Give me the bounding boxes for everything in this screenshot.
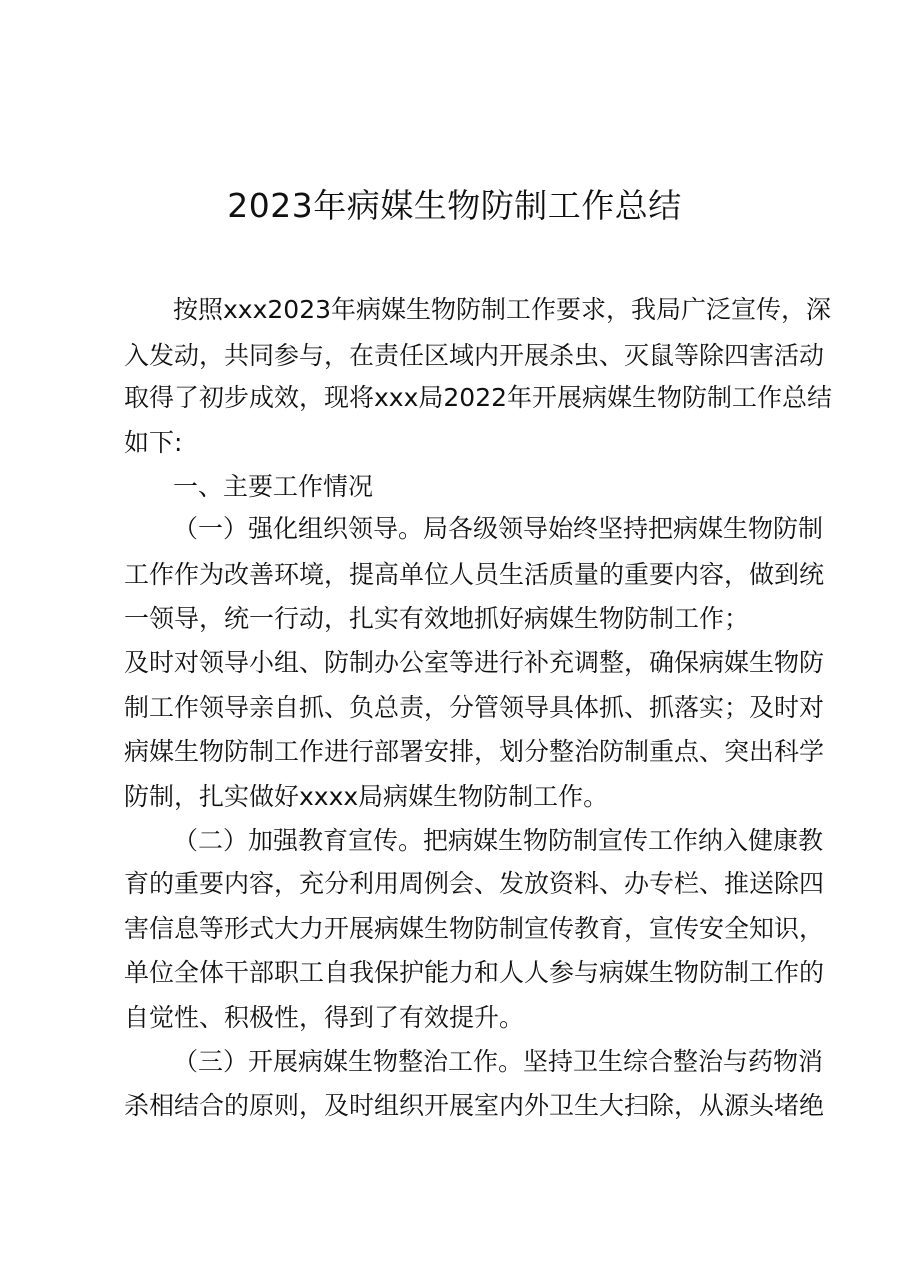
body-line: 工作作为改善环境，提高单位人员生活质量的重要内容，做到统 (124, 560, 825, 589)
body-line: （一）强化组织领导。局各级领导始终坚持把病媒生物防制 (173, 514, 824, 543)
document-title: 2023年病媒生物防制工作总结 (227, 186, 682, 225)
body-line: 及时对领导小组、防制办公室等进行补充调整，确保病媒生物防 (124, 648, 825, 677)
body-line: 一领导，统一行动，扎实有效地抓好病媒生物防制工作； (124, 604, 750, 633)
body-line: 自觉性、积极性，得到了有效提升。 (124, 1003, 525, 1032)
body-line: 病媒生物防制工作进行部署安排，划分整治防制重点、突出科学 (124, 737, 825, 766)
body-line: （二）加强教育宣传。把病媒生物防制宣传工作纳入健康教 (173, 826, 824, 855)
body-line: 如下: (124, 428, 183, 457)
body-line: 单位全体干部职工自我保护能力和人人参与病媒生物防制工作的 (124, 958, 825, 987)
body-line: 入发动，共同参与，在责任区域内开展杀虫、灭鼠等除四害活动 (124, 341, 825, 370)
body-line: 制工作领导亲自抓、负总责，分管领导具体抓、抓落实；及时对 (124, 693, 825, 722)
body-line: 育的重要内容，充分利用周例会、发放资料、办专栏、推送除四 (124, 869, 825, 898)
body-line: 杀相结合的原则，及时组织开展室内外卫生大扫除，从源头堵绝 (124, 1091, 825, 1120)
body-line: 一、主要工作情况 (173, 472, 374, 501)
body-line: 按照xxx2023年病媒生物防制工作要求，我局广泛宣传，深 (173, 295, 832, 324)
body-line: 害信息等形式大力开展病媒生物防制宣传教育，宣传安全知识， (124, 914, 825, 943)
body-line: 取得了初步成效，现将xxx局2022年开展病媒生物防制工作总结 (124, 383, 833, 412)
body-line: 防制，扎实做好xxxx局病媒生物防制工作。 (124, 782, 609, 811)
body-line: （三）开展病媒生物整治工作。坚持卫生综合整治与药物消 (173, 1047, 824, 1076)
